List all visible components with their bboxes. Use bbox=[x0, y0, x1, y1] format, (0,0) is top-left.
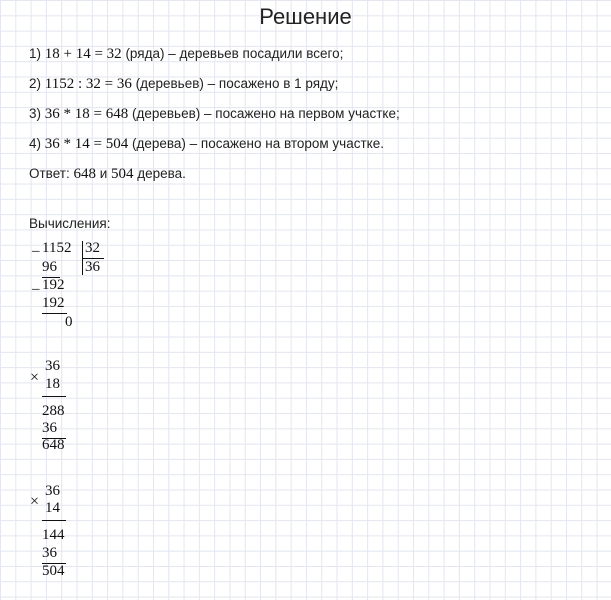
multiplier: 14 bbox=[45, 500, 60, 516]
division-minus-sign-1: _ bbox=[32, 238, 40, 254]
multiply-sign: × bbox=[30, 493, 40, 510]
step-expression: 36 * 14 = 504 bbox=[44, 136, 129, 152]
step-expression: 1152 : 32 = 36 bbox=[44, 76, 132, 92]
product-result: 648 bbox=[42, 437, 65, 453]
answer-joiner: и bbox=[95, 166, 111, 181]
answer-value-2: 504 bbox=[111, 166, 134, 182]
partial-product-2: 36 bbox=[42, 545, 57, 561]
step-prefix: 4) bbox=[29, 136, 45, 151]
step-prefix: 3) bbox=[29, 106, 45, 121]
division-subtrahend-1: 96 bbox=[42, 259, 57, 275]
answer-line bbox=[29, 166, 186, 183]
solution-step-3 bbox=[29, 106, 400, 123]
long-division bbox=[32, 240, 152, 335]
step-prefix: 1) bbox=[29, 46, 45, 61]
solution-step-4 bbox=[29, 136, 384, 153]
calculations-label: Вычисления: bbox=[29, 216, 111, 231]
solution-step-2 bbox=[29, 76, 338, 93]
step-expression: 36 * 18 = 648 bbox=[44, 106, 129, 122]
division-subtrahend-2: 192 bbox=[42, 295, 65, 311]
step-prefix: 2) bbox=[29, 76, 45, 91]
partial-product-1: 288 bbox=[42, 403, 65, 419]
answer-value-1: 648 bbox=[73, 166, 96, 182]
solution-step-1 bbox=[29, 46, 343, 63]
step-expression: 18 + 14 = 32 bbox=[44, 46, 122, 62]
division-underline-2 bbox=[42, 313, 67, 314]
multiplicand: 36 bbox=[45, 358, 60, 374]
step-text: (деревьев) – посажено на первом участке; bbox=[128, 106, 400, 121]
division-remainder: 0 bbox=[65, 314, 73, 330]
multiply-sign: × bbox=[30, 369, 40, 386]
step-text: (дерева) – посажено на втором участке. bbox=[128, 136, 384, 151]
multiplication-underline bbox=[42, 520, 66, 521]
multiplicand: 36 bbox=[45, 483, 60, 499]
page-title: Решение bbox=[259, 4, 352, 29]
multiplication-column-2 bbox=[30, 483, 110, 583]
division-quotient: 36 bbox=[85, 259, 100, 275]
multiplication-underline bbox=[42, 396, 66, 397]
step-text: (деревьев) – посажено в 1 ряду; bbox=[131, 76, 339, 91]
multiplication-column-1 bbox=[30, 358, 110, 458]
division-dividend: 1152 bbox=[42, 240, 72, 256]
answer-label: Ответ: bbox=[29, 166, 74, 181]
division-minus-sign-2: _ bbox=[32, 276, 40, 292]
division-partial-dividend: 192 bbox=[42, 277, 65, 293]
multiplier: 18 bbox=[45, 376, 60, 392]
product-result: 504 bbox=[42, 563, 65, 579]
division-divisor: 32 bbox=[85, 240, 100, 256]
partial-product-1: 144 bbox=[42, 527, 65, 543]
partial-product-2: 36 bbox=[42, 420, 57, 436]
step-text: (ряда) – деревьев посадили всего; bbox=[121, 46, 344, 61]
answer-text: дерева. bbox=[133, 166, 186, 181]
